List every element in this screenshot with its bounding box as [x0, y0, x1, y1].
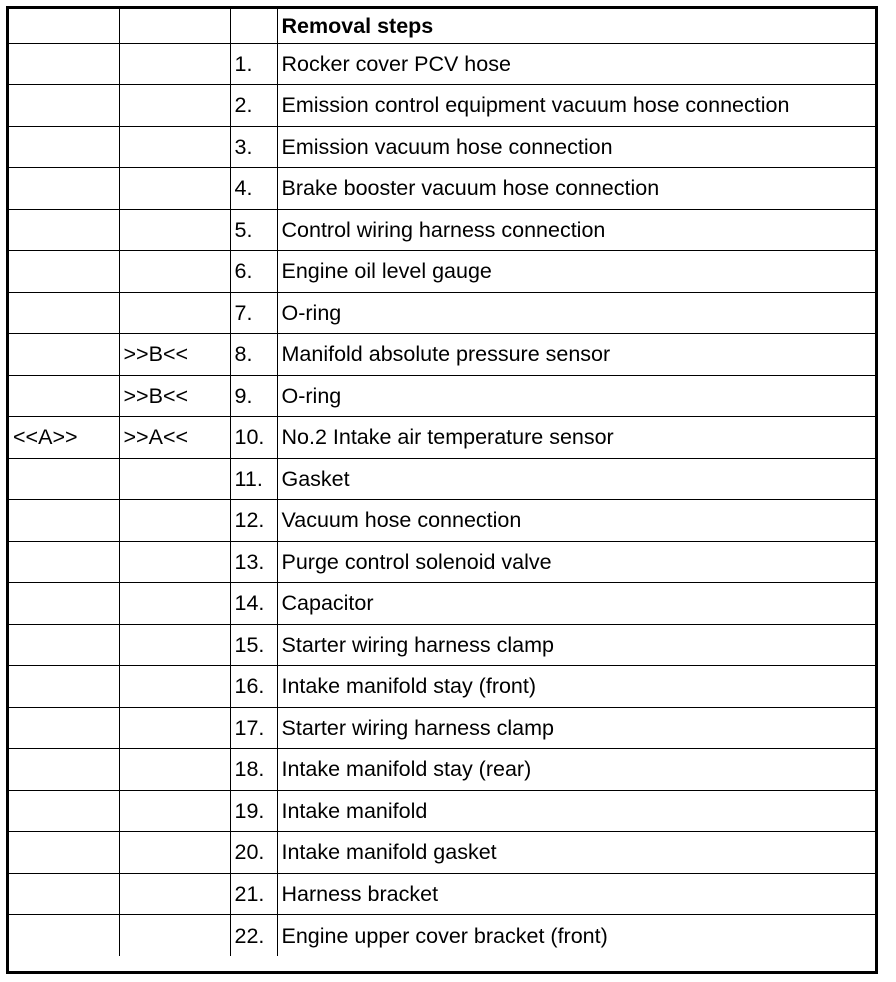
- step-description-cell: Intake manifold stay (rear): [277, 749, 875, 791]
- header-cell-number: [230, 9, 277, 43]
- step-description-cell: O-ring: [277, 375, 875, 417]
- header-cell-removal-mark: [119, 9, 230, 43]
- removal-mark-cell: [119, 832, 230, 874]
- removal-mark-cell: [119, 666, 230, 708]
- table-header-row: [9, 9, 875, 43]
- step-number-cell: 1.: [230, 43, 277, 85]
- step-number-cell: 8.: [230, 334, 277, 376]
- step-number-cell: 14.: [230, 583, 277, 625]
- table-row: [9, 417, 875, 459]
- step-number-cell: 5.: [230, 209, 277, 251]
- table-row: [9, 500, 875, 542]
- install-mark-cell: [9, 500, 119, 542]
- step-description-cell: Vacuum hose connection: [277, 500, 875, 542]
- step-number-cell: 2.: [230, 85, 277, 127]
- removal-mark-cell: [119, 915, 230, 957]
- removal-mark-cell: [119, 624, 230, 666]
- install-mark-cell: [9, 541, 119, 583]
- install-mark-cell: [9, 749, 119, 791]
- step-description-cell: Emission vacuum hose connection: [277, 126, 875, 168]
- step-number-cell: 9.: [230, 375, 277, 417]
- removal-mark-cell: [119, 541, 230, 583]
- removal-mark-cell: [119, 583, 230, 625]
- install-mark-cell: [9, 915, 119, 957]
- table-row: [9, 375, 875, 417]
- table-row: [9, 790, 875, 832]
- step-number-cell: 13.: [230, 541, 277, 583]
- install-mark-cell: [9, 873, 119, 915]
- step-number-cell: 17.: [230, 707, 277, 749]
- install-mark-cell: [9, 832, 119, 874]
- header-cell-install-mark: [9, 9, 119, 43]
- step-number-cell: 10.: [230, 417, 277, 459]
- removal-mark-cell: [119, 43, 230, 85]
- removal-mark-cell: [119, 209, 230, 251]
- step-number-cell: 19.: [230, 790, 277, 832]
- removal-steps-table-frame: [6, 6, 878, 974]
- step-number-cell: 18.: [230, 749, 277, 791]
- install-mark-cell: [9, 707, 119, 749]
- step-description-cell: Rocker cover PCV hose: [277, 43, 875, 85]
- step-number-cell: 22.: [230, 915, 277, 957]
- table-row: [9, 624, 875, 666]
- table-row: [9, 209, 875, 251]
- install-mark-cell: [9, 583, 119, 625]
- table-row: [9, 873, 875, 915]
- table-row: [9, 126, 875, 168]
- step-description-cell: Intake manifold stay (front): [277, 666, 875, 708]
- install-mark-cell: [9, 209, 119, 251]
- step-number-cell: 6.: [230, 251, 277, 293]
- step-description-cell: Manifold absolute pressure sensor: [277, 334, 875, 376]
- step-description-cell: Intake manifold: [277, 790, 875, 832]
- install-mark-cell: [9, 168, 119, 210]
- removal-steps-table: [9, 9, 875, 956]
- removal-mark-cell: [119, 790, 230, 832]
- install-mark-cell: [9, 666, 119, 708]
- table-row: [9, 749, 875, 791]
- step-number-cell: 12.: [230, 500, 277, 542]
- step-description-cell: Capacitor: [277, 583, 875, 625]
- removal-mark-cell: >>B<<: [119, 375, 230, 417]
- removal-mark-cell: [119, 707, 230, 749]
- table-row: [9, 251, 875, 293]
- step-number-cell: 4.: [230, 168, 277, 210]
- step-number-cell: 3.: [230, 126, 277, 168]
- table-row: [9, 292, 875, 334]
- install-mark-cell: [9, 375, 119, 417]
- removal-mark-cell: [119, 168, 230, 210]
- table-row: [9, 168, 875, 210]
- step-description-cell: Purge control solenoid valve: [277, 541, 875, 583]
- install-mark-cell: [9, 292, 119, 334]
- step-number-cell: 21.: [230, 873, 277, 915]
- step-number-cell: 20.: [230, 832, 277, 874]
- removal-mark-cell: [119, 458, 230, 500]
- step-description-cell: Emission control equipment vacuum hose connection: [277, 85, 875, 127]
- removal-mark-cell: [119, 126, 230, 168]
- step-description-cell: Brake booster vacuum hose connection: [277, 168, 875, 210]
- table-row: [9, 832, 875, 874]
- removal-mark-cell: >>B<<: [119, 334, 230, 376]
- removal-mark-cell: [119, 500, 230, 542]
- table-row: [9, 666, 875, 708]
- removal-mark-cell: [119, 749, 230, 791]
- step-description-cell: O-ring: [277, 292, 875, 334]
- table-row: [9, 541, 875, 583]
- step-number-cell: 7.: [230, 292, 277, 334]
- step-description-cell: No.2 Intake air temperature sensor: [277, 417, 875, 459]
- step-number-cell: 11.: [230, 458, 277, 500]
- install-mark-cell: [9, 624, 119, 666]
- install-mark-cell: [9, 790, 119, 832]
- table-body: [9, 9, 875, 956]
- removal-mark-cell: [119, 251, 230, 293]
- install-mark-cell: [9, 85, 119, 127]
- step-number-cell: 16.: [230, 666, 277, 708]
- removal-mark-cell: [119, 85, 230, 127]
- step-description-cell: Control wiring harness connection: [277, 209, 875, 251]
- install-mark-cell: [9, 43, 119, 85]
- step-description-cell: Engine upper cover bracket (front): [281, 923, 608, 948]
- step-description-cell: Engine oil level gauge: [277, 251, 875, 293]
- step-description-cell: Starter wiring harness clamp: [277, 624, 875, 666]
- step-description-cell: Gasket: [277, 458, 875, 500]
- table-row: [9, 915, 875, 957]
- table-row: [9, 334, 875, 376]
- install-mark-cell: [9, 458, 119, 500]
- table-row: [9, 583, 875, 625]
- install-mark-cell: [9, 126, 119, 168]
- install-mark-cell: <<A>>: [9, 417, 119, 459]
- install-mark-cell: [9, 251, 119, 293]
- header-cell-title: Removal steps: [277, 9, 875, 43]
- table-row: [9, 707, 875, 749]
- removal-mark-cell: [119, 292, 230, 334]
- removal-mark-cell: [119, 873, 230, 915]
- table-row: [9, 458, 875, 500]
- install-mark-cell: [9, 334, 119, 376]
- removal-mark-cell: >>A<<: [119, 417, 230, 459]
- step-description-cell: Starter wiring harness clamp: [277, 707, 875, 749]
- step-number-cell: 15.: [230, 624, 277, 666]
- step-description-cell: Intake manifold gasket: [277, 832, 875, 874]
- step-description-cell: Harness bracket: [277, 873, 875, 915]
- table-row: [9, 43, 875, 85]
- table-row: [9, 85, 875, 127]
